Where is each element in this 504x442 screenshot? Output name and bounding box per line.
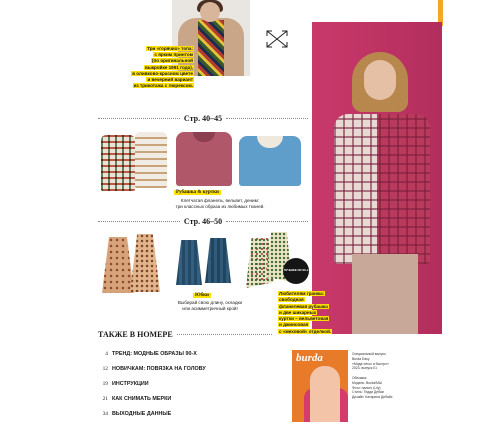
caption-line: Выбирай свою длину, складки <box>177 300 243 305</box>
section1-caption <box>145 198 295 210</box>
caption-line: с «меховой» отделкой. <box>279 328 332 334</box>
toc-page: 21 <box>102 396 108 402</box>
table-of-contents <box>96 351 286 426</box>
top-caption-line: (по оригинальной <box>151 58 193 64</box>
toc-row <box>96 411 286 426</box>
section2-tag: Юбки <box>195 293 209 298</box>
toc-page: 19 <box>102 381 108 387</box>
plaid-shirt-illustration <box>135 132 167 188</box>
also-in-issue-title: ТАКЖЕ В НОМЕРЕ <box>98 330 173 339</box>
toc-text: КАК СНИМАТЬ МЕРКИ <box>112 396 172 402</box>
toc-row <box>96 366 286 381</box>
toc-text: ТРЕНД: МОДНЫЕ ОБРАЗЫ 90-Х <box>112 351 197 357</box>
top-caption-line: из трикотажа с люрексом. <box>133 83 193 89</box>
toc-row <box>96 396 286 411</box>
info-line: Дизайн: Катарина Дебайс <box>352 395 393 400</box>
best-of-90s-badge: ЛУЧШЕЕ ИЗ 90-х <box>283 258 309 284</box>
main-model-photo <box>312 22 442 334</box>
cross-arrows-icon <box>264 28 290 50</box>
magazine-logo: burda <box>296 352 323 364</box>
caption-line: куртки – вельветовая <box>279 316 329 322</box>
toc-row <box>96 351 286 366</box>
divider <box>177 334 272 335</box>
info-line: «Мода легко и быстро» <box>352 361 389 366</box>
info-line: Специальный выпуск <box>352 352 386 356</box>
info-line: 2023, выпуск 01 <box>352 366 378 371</box>
toc-text: ВЫХОДНЫЕ ДАННЫЕ <box>112 411 172 417</box>
top-caption-line: выкройке 1991 года), <box>145 64 193 70</box>
section1-tag: Рубашка & куртки <box>176 190 219 195</box>
top-caption-line: Три «горячих» топа: <box>147 46 193 51</box>
toc-page: 4 <box>105 351 108 357</box>
info-line: Обложка: <box>352 375 367 380</box>
magazine-cover-thumbnail <box>292 350 348 422</box>
caption-line: или асимметричный крой! <box>182 306 238 311</box>
info-line: Модель: Burda/M&I <box>352 380 383 385</box>
info-line: Стиль: Тедди Дебаи <box>352 390 384 395</box>
caption-line: и две шикарных <box>279 309 317 315</box>
toc-text: ИНСТРУКЦИИ <box>112 381 149 387</box>
plaid-shirt-illustration <box>101 135 135 191</box>
section2-caption <box>155 300 265 312</box>
top-caption-line: и вечерний вариант <box>147 77 193 83</box>
denim-jacket-illustration <box>239 136 301 186</box>
section-header-46-50 <box>98 215 308 227</box>
corduroy-jacket-illustration <box>176 132 232 186</box>
info-line: Burda Easy <box>352 356 370 361</box>
toc-page: 12 <box>102 366 108 372</box>
top-caption-line: в оливково-красном цвете <box>132 70 193 76</box>
caption-line: Клетчатая фланель, вельвет, деним: <box>180 198 260 203</box>
magazine-info <box>352 352 416 400</box>
main-photo-caption <box>278 291 342 335</box>
caption-line: и джинсовая <box>279 322 309 328</box>
section-title: Стр. 46–50 <box>183 216 223 226</box>
top-caption <box>112 46 194 89</box>
caption-line: Любителям гранжа: <box>279 291 325 296</box>
caption-line: три классных образа из любимых тканей. <box>175 204 265 209</box>
section-title: Стр. 40–45 <box>183 113 223 123</box>
toc-text: НОВИЧКАМ: ПОВЯЗКА НА ГОЛОВУ <box>112 366 206 372</box>
toc-page: 34 <box>102 411 108 417</box>
section-header-40-45 <box>98 112 308 124</box>
info-line: Фото: пальто (Lily) <box>352 385 381 390</box>
toc-row <box>96 381 286 396</box>
caption-line: фланелевая рубашка <box>279 303 328 309</box>
top-caption-line: с ярким принтом <box>154 52 193 58</box>
caption-line: свободная <box>279 297 304 303</box>
